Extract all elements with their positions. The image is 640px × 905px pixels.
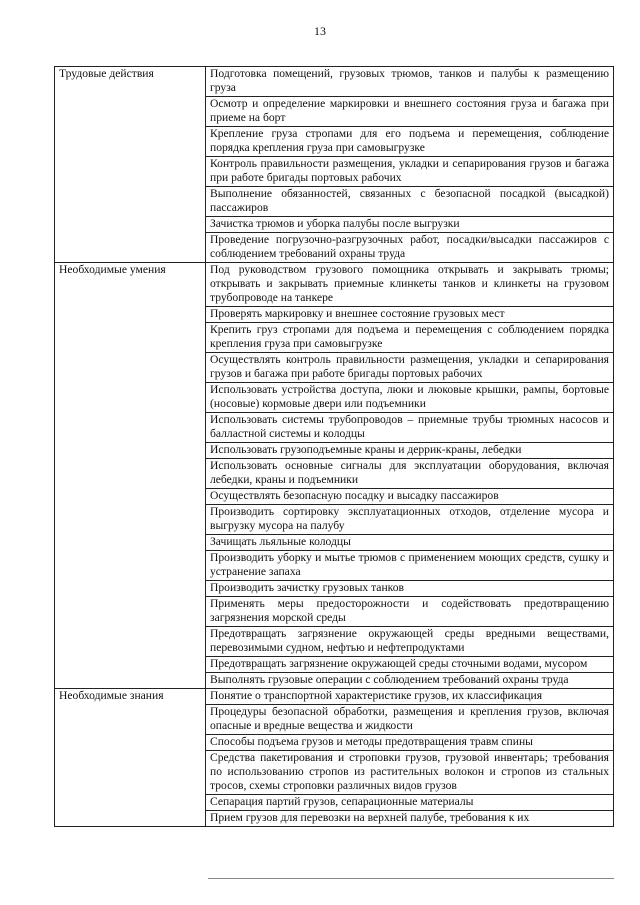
requirement-item: Производить уборку и мытье трюмов с применением моющих средств, сушку и устранение запаха — [206, 551, 614, 581]
table-row — [55, 263, 614, 307]
requirement-item: Осуществлять контроль правильности размещения, укладки и сепарирования грузов и багажа при работе бригады портовых рабочих — [206, 353, 614, 383]
page-bottom-rule — [208, 878, 614, 879]
requirement-item: Осуществлять безопасную посадку и высадку пассажиров — [206, 489, 614, 505]
requirement-item: Выполнять грузовые операции с соблюдением требований охраны труда — [206, 673, 614, 689]
requirement-item: Применять меры предосторожности и содействовать предотвращению загрязнения морской среды — [206, 597, 614, 627]
requirement-item: Выполнение обязанностей, связанных с безопасной посадкой (высадкой) пассажиров — [206, 187, 614, 217]
table-row — [55, 689, 614, 705]
requirement-item: Под руководством грузового помощника открывать и закрывать трюмы; открывать и закрывать приемные клинкеты танков и клинкеты на грузовом трубопроводе на танкере — [206, 263, 614, 307]
requirement-item: Предотвращать загрязнение окружающей среды вредными веществами, перевозимыми судном, нефтью и нефтепродуктами — [206, 627, 614, 657]
requirement-item: Предотвращать загрязнение окружающей среды сточными водами, мусором — [206, 657, 614, 673]
requirement-item: Проведение погрузочно-разгрузочных работ, посадки/высадки пассажиров с соблюдением требований охраны труда — [206, 233, 614, 263]
requirement-item: Контроль правильности размещения, укладки и сепарирования грузов и багажа при работе бригады портовых рабочих — [206, 157, 614, 187]
requirement-item: Использовать основные сигналы для эксплуатации оборудования, включая лебедки, краны и подъемники — [206, 459, 614, 489]
table-row — [55, 67, 614, 97]
requirement-item: Процедуры безопасной обработки, размещения и крепления грузов, включая опасные и вредные вещества и жидкости — [206, 705, 614, 735]
requirement-item: Осмотр и определение маркировки и внешнего состояния груза и багажа при приеме на борт — [206, 97, 614, 127]
requirement-item: Средства пакетирования и строповки грузов, грузовой инвентарь; требования по использованию стропов из растительных волокон и стропов из стальных тросов, схемы строповки различных видов грузов — [206, 751, 614, 795]
requirement-item: Производить сортировку эксплуатационных отходов, отделение мусора и выгрузку мусора на палубу — [206, 505, 614, 535]
section-title: Необходимые знания — [55, 689, 206, 827]
requirement-item: Производить зачистку грузовых танков — [206, 581, 614, 597]
requirement-item: Подготовка помещений, грузовых трюмов, танков и палубы к размещению груза — [206, 67, 614, 97]
requirement-item: Зачистка трюмов и уборка палубы после выгрузки — [206, 217, 614, 233]
competency-table-body — [55, 67, 614, 827]
competency-table — [54, 66, 614, 827]
requirement-item: Прием грузов для перевозки на верхней палубе, требования к их — [206, 811, 614, 827]
section-title: Трудовые действия — [55, 67, 206, 263]
requirement-item: Понятие о транспортной характеристике грузов, их классификация — [206, 689, 614, 705]
requirement-item: Проверять маркировку и внешнее состояние грузовых мест — [206, 307, 614, 323]
requirement-item: Крепление груза стропами для его подъема и перемещения, соблюдение порядка крепления груза при самовыгрузке — [206, 127, 614, 157]
requirement-item: Способы подъема грузов и методы предотвращения травм спины — [206, 735, 614, 751]
requirement-item: Использовать устройства доступа, люки и люковые крышки, рампы, бортовые (носовые) кормовые двери или подъемники — [206, 383, 614, 413]
section-title: Необходимые умения — [55, 263, 206, 689]
page-number: 13 — [314, 24, 326, 38]
requirement-item: Использовать системы трубопроводов – приемные трубы трюмных насосов и балластной системы и колодцы — [206, 413, 614, 443]
requirement-item: Сепарация партий грузов, сепарационные материалы — [206, 795, 614, 811]
requirement-item: Использовать грузоподъемные краны и деррик-краны, лебедки — [206, 443, 614, 459]
requirement-item: Зачищать льяльные колодцы — [206, 535, 614, 551]
requirement-item: Крепить груз стропами для подъема и перемещения с соблюдением порядка крепления груза при самовыгрузке — [206, 323, 614, 353]
